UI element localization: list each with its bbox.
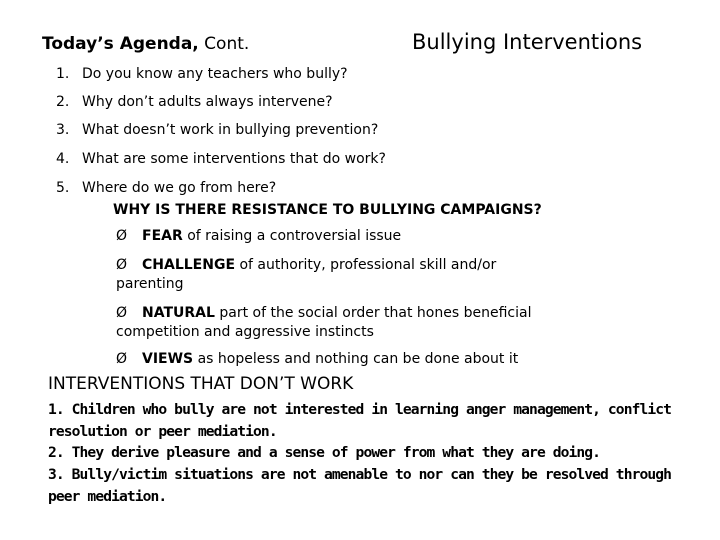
dont-work-point: 1. Children who bully are not interested in learning anger management, conflict resolution or peer mediation. (48, 401, 672, 440)
question-number: 4. (56, 151, 70, 167)
resistance-keyword: VIEWS (142, 351, 194, 367)
question-text: Where do we go from here? (82, 180, 277, 196)
question-number: 3. (56, 122, 70, 138)
dont-work-point: 3. Bully/victim situations are not amenable to nor can they be resolved through peer mediation. (48, 466, 672, 505)
question-item (56, 180, 276, 196)
question-number: 2. (56, 94, 70, 110)
resistance-heading: WHY IS THERE RESISTANCE TO BULLYING CAMPAIGNS? (113, 202, 542, 218)
question-text: What doesn’t work in bullying prevention? (82, 122, 379, 138)
resistance-text: of raising a controversial issue (182, 228, 402, 244)
arrow-bullet-icon: Ø (116, 257, 128, 273)
resistance-item (116, 351, 518, 367)
question-text: Why don’t adults always intervene? (82, 94, 333, 110)
resistance-text: of authority, professional skill and/or parenting (116, 257, 497, 292)
question-item (56, 66, 348, 82)
resistance-item (116, 228, 401, 244)
resistance-text: as hopeless and nothing can be done about it (193, 351, 519, 367)
resistance-keyword: NATURAL (142, 305, 215, 321)
arrow-bullet-icon: Ø (116, 351, 128, 367)
agenda-title (42, 34, 249, 54)
arrow-bullet-icon: Ø (116, 228, 128, 244)
question-item (56, 151, 386, 167)
resistance-keyword: FEAR (142, 228, 183, 244)
question-item (56, 94, 333, 110)
dont-work-point: 2. They derive pleasure and a sense of power from what they are doing. (48, 444, 601, 461)
resistance-item (116, 304, 586, 342)
question-text: What are some interventions that do work? (82, 151, 386, 167)
resistance-text: part of the social order that hones beneficial competition and aggressive instincts (116, 305, 532, 340)
question-text: Do you know any teachers who bully? (82, 66, 348, 82)
agenda-title-rest: Cont. (198, 34, 250, 54)
resistance-keyword: CHALLENGE (142, 257, 236, 273)
slide-title: Bullying Interventions (412, 30, 643, 54)
arrow-bullet-icon: Ø (116, 305, 128, 321)
question-number: 1. (56, 66, 70, 82)
question-number: 5. (56, 180, 70, 196)
resistance-item (116, 256, 546, 294)
question-item (56, 122, 378, 138)
agenda-title-bold: Today’s Agenda, (42, 34, 199, 54)
dont-work-heading: INTERVENTIONS THAT DON’T WORK (48, 374, 354, 394)
